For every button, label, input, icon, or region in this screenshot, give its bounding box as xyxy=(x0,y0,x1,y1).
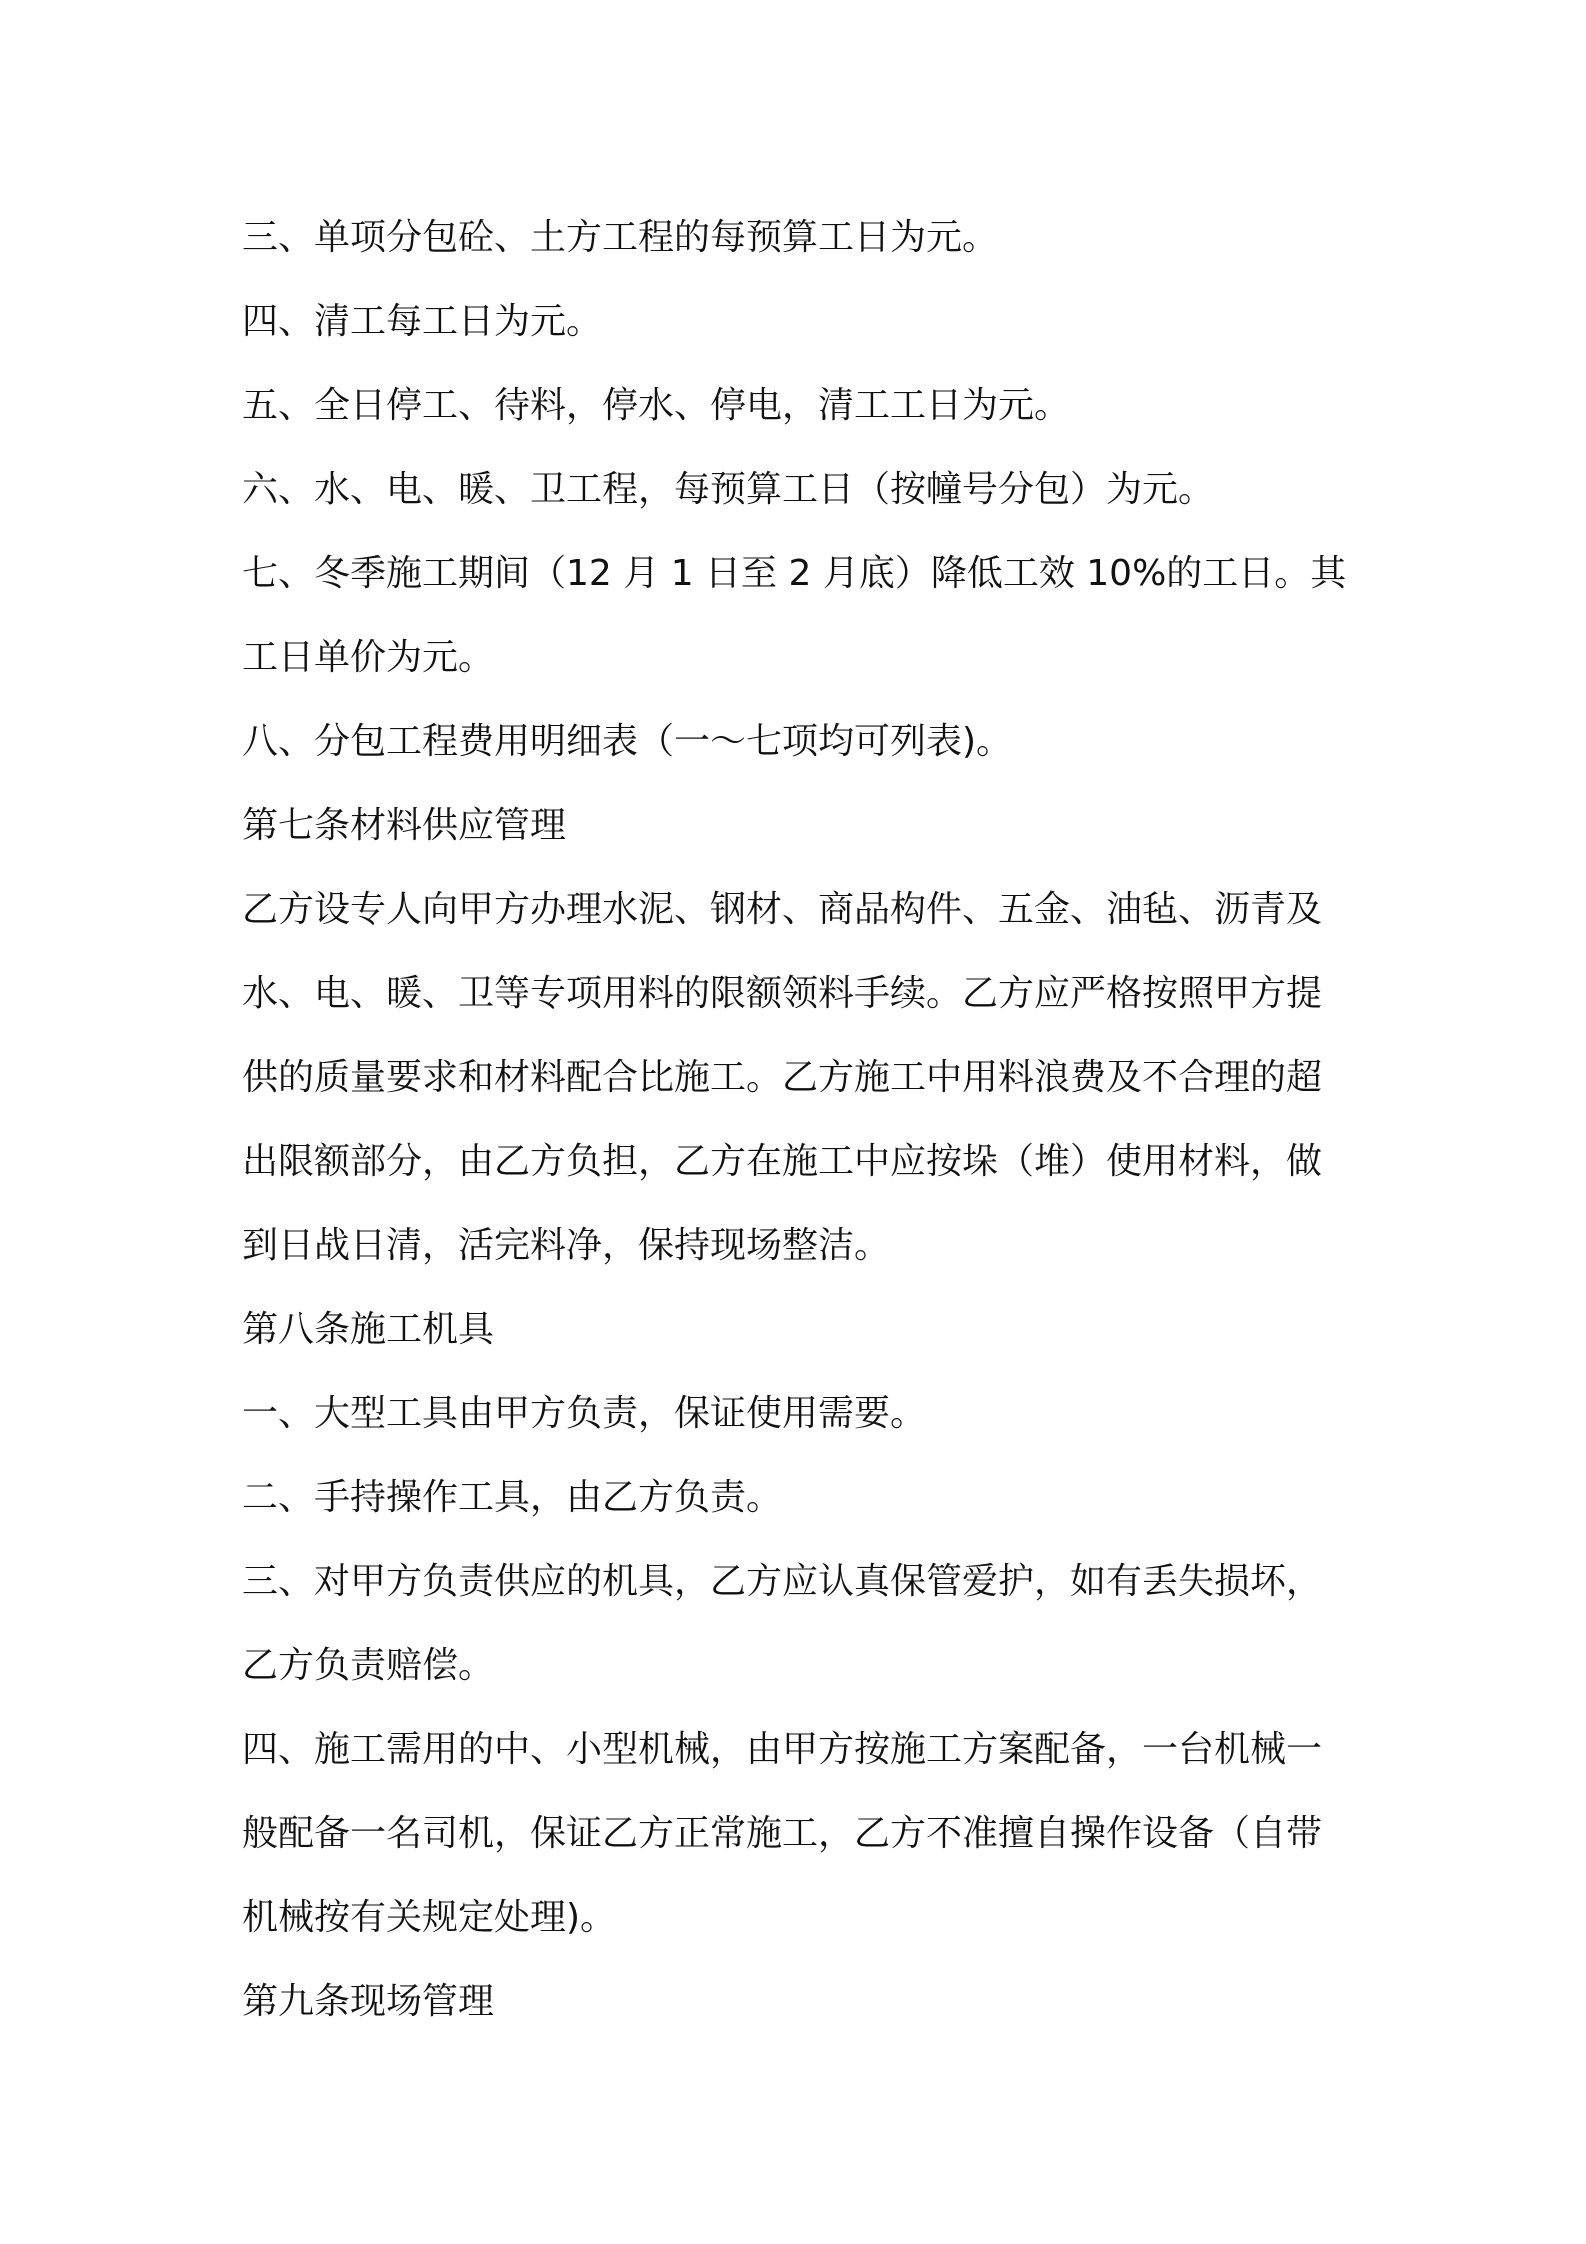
text-line: 机械按有关规定处理)。 xyxy=(242,1897,617,1938)
text-line: 三、对甲方负责供应的机具，乙方应认真保管爱护，如有丢失损坏， xyxy=(242,1561,1323,1602)
text-line: 三、单项分包砼、土方工程的每预算工日为元。 xyxy=(242,217,999,258)
document-body xyxy=(242,196,1362,2044)
text-line: 出限额部分，由乙方负担，乙方在施工中应按垛（堆）使用材料，做 xyxy=(242,1141,1323,1182)
text-line: 四、施工需用的中、小型机械，由甲方按施工方案配备，一台机械一 xyxy=(242,1729,1323,1770)
section-heading: 第七条材料供应管理 xyxy=(242,805,567,846)
text-line: 般配备一名司机，保证乙方正常施工，乙方不准擅自操作设备（自带 xyxy=(242,1813,1323,1854)
text-line: 乙方负责赔偿。 xyxy=(242,1645,495,1686)
text-line: 乙方设专人向甲方办理水泥、钢材、商品构件、五金、油毡、沥青及 xyxy=(242,889,1323,930)
text-line: 到日战日清，活完料净，保持现场整洁。 xyxy=(242,1225,891,1266)
text-line: 五、全日停工、待料，停水、停电，清工工日为元。 xyxy=(242,385,1071,426)
text-line: 工日单价为元。 xyxy=(242,637,495,678)
text-line: 八、分包工程费用明细表（一～七项均可列表)。 xyxy=(242,721,1013,762)
section-heading: 第九条现场管理 xyxy=(242,1981,495,2022)
text-line: 水、电、暖、卫等专项用料的限额领料手续。乙方应严格按照甲方提 xyxy=(242,973,1323,1014)
text-line: 六、水、电、暖、卫工程，每预算工日（按幢号分包）为元。 xyxy=(242,469,1215,510)
text-line: 二、手持操作工具，由乙方负责。 xyxy=(242,1477,783,1518)
text-line: 七、冬季施工期间（12 月 1 日至 2 月底）降低工效 10%的工日。其 xyxy=(242,553,1347,594)
text-line: 四、清工每工日为元。 xyxy=(242,301,603,342)
text-line: 一、大型工具由甲方负责，保证使用需要。 xyxy=(242,1393,927,1434)
text-line: 供的质量要求和材料配合比施工。乙方施工中用料浪费及不合理的超 xyxy=(242,1057,1323,1098)
section-heading: 第八条施工机具 xyxy=(242,1309,495,1350)
